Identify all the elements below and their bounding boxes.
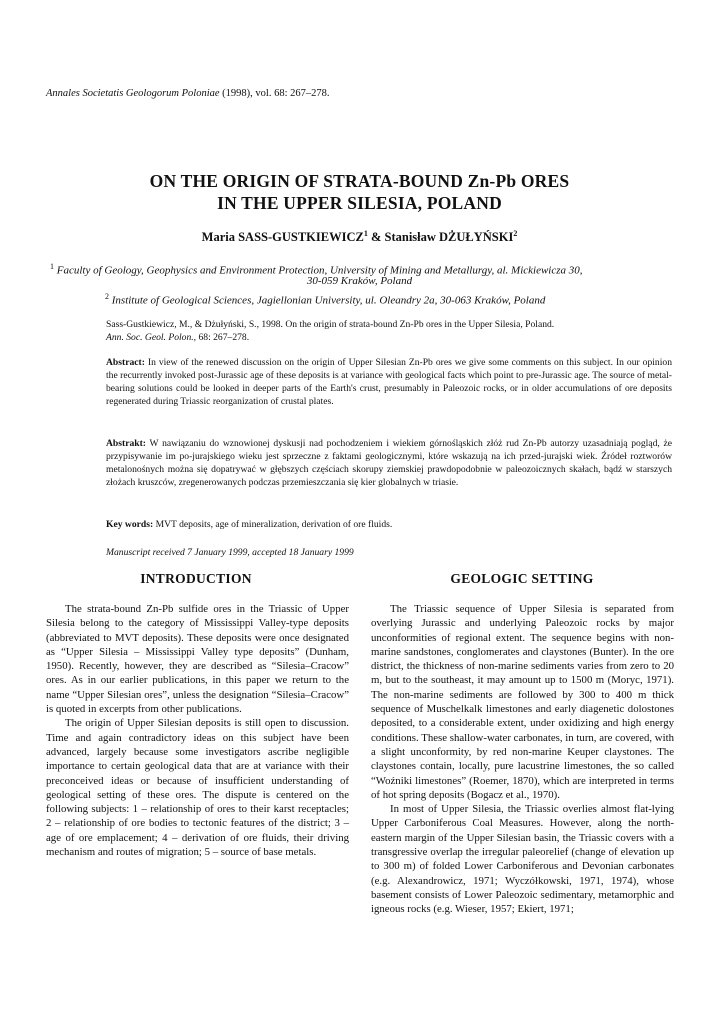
title-line-2: IN THE UPPER SILESIA, POLAND — [217, 193, 502, 213]
introduction-paragraph-2: The origin of Upper Silesian deposits is still open to discussion. Time and again contradictory ideas on this subject have been advanced, largely because some investigators ascribe negligible importance to certain geological data that are at variance with their preconceived ideas or because of insufficient understanding of geological setting of these ores. The dispute is centered on the following subjects: 1 – relationship of ores to their karst receptacles; 2 – relationship of ore bodies to tectonic features of the district; 3 – age of ore emplacement; 4 – derivation of ore fluids, their driving mechanism and routes of migration; 5 – source of base metals. — [46, 717, 349, 859]
abstract-polish — [106, 437, 672, 489]
affiliation-1-line-2: 30-059 Kraków, Poland — [306, 275, 413, 287]
affiliation-2-number: 2 — [105, 292, 109, 301]
geologic-setting-paragraph-1: The Triassic sequence of Upper Silesia is separated from overlying Jurassic and underlying Paleozoic rocks by major unconformities of regional extent. The sequence begins with non-marine sandstones, conglomerates and claystones (Bunter). In the ore district, the thickness of non-marine sediments varies from zero to 20 m, but to the southeast, it may amount up to 1500 m (Moryc, 1971). The non-marine sediments are followed by 300 to 400 m thick sequence of Muschelkalk limestones and early diagenetic dolostones deposited, to a considerable extent, under oxidizing and high energy conditions. These shallow-water carbonates, in turn, are covered, with a slight unconformity, by red non-marine Keuper claystones. The claystones contain, locally, pure lacustrine limestones, the so called “Woźniki limestones” (Roemer, 1870), which are interpreted in terms of hot spring deposits (Bogacz et al., 1970). — [371, 603, 674, 801]
abstract-english — [106, 356, 672, 408]
geologic-setting-paragraph-2: In most of Upper Silesia, the Triassic overlies almost flat-lying Upper Carboniferous Coal Measures. However, along the north-eastern margin of the Upper Silesian basin, the Triassic covers with a transgressive overlap the irregular paleorelief (change of elevation up to 300 m) of folded Lower Carboniferous and Devonian carbonates (e.g. Alexandrowicz, 1971; Wyczółkowski, 1971, 1974), whose basement consists of Lower Paleozoic sedimentary, metamorphic and igneous rocks (e.g. Wieser, 1957; Ekiert, 1971; — [371, 803, 674, 916]
author-separator: & — [367, 230, 385, 245]
citation-volume: , 68: 267–278. — [193, 332, 250, 343]
author-1: Maria SASS-GUSTKIEWICZ — [201, 230, 364, 245]
affiliation-2 — [105, 289, 685, 309]
citation-journal: Ann. Soc. Geol. Polon. — [106, 332, 194, 343]
keywords-label: Key words: — [106, 519, 154, 530]
affiliation-1-line-2-wrap — [0, 274, 719, 289]
abstract-polish-label: Abstrakt: — [106, 438, 146, 449]
abstract-english-label: Abstract: — [106, 357, 145, 368]
introduction-heading: INTRODUCTION — [140, 571, 252, 586]
abstract-english-text: In view of the renewed discussion on the origin of Upper Silesian Zn-Pb ores we give some comments on this subject. In our opinion the recurrently invoked post-Jurassic age of these deposits is at variance with geological facts which point to pre-Jurassic age. The source of metal-bearing solutions could be looked in deeper parts of the Earth's crust, presumably in Paleozoic rocks, or in older accumulations of ore deposits regenerated during Triassic reorganization of crustal plates. — [106, 357, 672, 407]
affiliation-1-number: 1 — [50, 262, 54, 271]
citation — [106, 318, 672, 344]
abstract-polish-text: W nawiązaniu do wznowionej dyskusji nad pochodzeniem i wiekiem górnośląskich złóż rud Zn-Pb autorzy uzasadniają pogląd, że przypisywanie im po-jurajskiego wieku jest sprzeczne z faktami geologicznymi, które wskazują na ich przed-jurajski wiek. Źródeł roztworów metalonośnych można się dopatrywać w głębszych częściach skorupy ziemskiej prawdopodobnie w paleozoicznych skałach, bądź w starszych złożach kruszców, zregenerowanych podczas przemieszczania się kier globalnych w triasie. — [106, 438, 673, 488]
affiliation-1-line-1: Faculty of Geology, Geophysics and Environment Protection, University of Mining and Metallurgy, al. Mickiewicza 30, — [56, 264, 583, 277]
keywords — [106, 518, 672, 531]
paper-title — [0, 170, 719, 214]
journal-reference — [46, 88, 329, 99]
author-1-sup: 1 — [363, 229, 368, 238]
journal-details: (1998), vol. 68: 267–278. — [222, 88, 330, 99]
journal-name: Annales Societatis Geologorum Poloniae — [46, 88, 220, 99]
title-line-1: ON THE ORIGIN OF STRATA-BOUND Zn-Pb ORES — [149, 171, 570, 191]
manuscript-dates: Manuscript received 7 January 1999, accepted 18 January 1999 — [106, 547, 354, 558]
introduction-column — [46, 602, 349, 859]
citation-line-1: Sass-Gustkiewicz, M., & Dżułyński, S., 1998. On the origin of strata-bound Zn-Pb ores in the Upper Silesia, Poland. — [106, 319, 555, 330]
affiliation-2-line-1: Institute of Geological Sciences, Jagiellonian University, ul. Oleandry 2a, 30-063 Kraków, Poland — [111, 294, 546, 307]
keywords-text: MVT deposits, age of mineralization, derivation of ore fluids. — [155, 519, 393, 530]
authors — [0, 229, 719, 245]
introduction-paragraph-1: The strata-bound Zn-Pb sulfide ores in the Triassic of Upper Silesia belong to the category of Mississippi Valley-type deposits (abbreviated to MVT deposits). These deposits were once designated as “Upper Silesia – Mississippi Valley type deposits” (Dunham, 1950). Recently, however, they are described as “Silesia–Cracow” ores. As in our earlier publications, in this paper we return to the name “Upper Silesian ores”, unless the designation “Silesia–Cracow” is quoted in excerpts from other publications. — [46, 603, 349, 716]
geologic-setting-heading: GEOLOGIC SETTING — [450, 571, 594, 586]
author-2: Stanisław DŻUŁYŃSKI — [384, 230, 514, 245]
author-2-sup: 2 — [513, 229, 518, 238]
geologic-setting-column — [371, 602, 674, 917]
